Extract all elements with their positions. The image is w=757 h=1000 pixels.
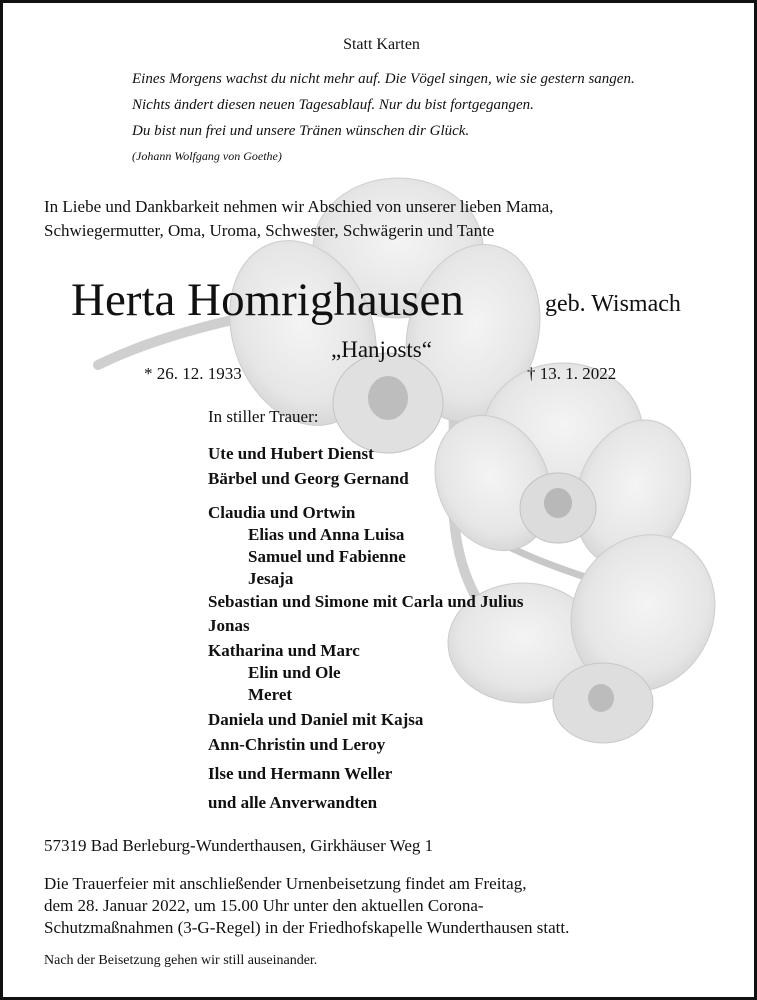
intro-line-2: Schwiegermutter, Oma, Uroma, Schwester, Schwägerin und Tante xyxy=(44,221,495,240)
poem-line-3: Du bist nun frei und unsere Tränen wünschen dir Glück. xyxy=(132,123,470,139)
family-member: Katharina und Marc xyxy=(208,641,360,660)
poem-line-1: Eines Morgens wachst du nicht mehr auf. Die Vögel singen, wie sie gestern sangen. xyxy=(132,71,635,87)
header-text: Statt Karten xyxy=(343,36,420,53)
family-member: Meret xyxy=(248,685,293,704)
closing-note: Nach der Beisetzung gehen wir still auseinander. xyxy=(44,953,318,968)
deceased-name: Herta Homrighausen xyxy=(71,274,464,326)
intro-line-1: In Liebe und Dankbarkeit nehmen wir Abschied von unserer lieben Mama, xyxy=(44,197,554,216)
family-member: Elin und Ole xyxy=(248,663,341,682)
birth-date: * 26. 12. 1933 xyxy=(144,364,242,383)
mourning-label: In stiller Trauer: xyxy=(208,407,319,426)
service-line-2: dem 28. Januar 2022, um 15.00 Uhr unter den aktuellen Corona- xyxy=(44,896,484,915)
family-member: Ilse und Hermann Weller xyxy=(208,764,393,783)
poem-line-2: Nichts ändert diesen neuen Tagesablauf. Nur du bist fortgegangen. xyxy=(132,97,534,113)
family-member: und alle Anverwandten xyxy=(208,793,378,812)
service-line-1: Die Trauerfeier mit anschließender Urnenbeisetzung findet am Freitag, xyxy=(44,874,527,893)
family-member: Sebastian und Simone mit Carla und Julius xyxy=(208,592,524,611)
family-member: Claudia und Ortwin xyxy=(208,503,356,522)
family-member: Samuel und Fabienne xyxy=(248,547,406,566)
family-member: Bärbel und Georg Gernand xyxy=(208,469,409,488)
service-line-3: Schutzmaßnahmen (3-G-Regel) in der Friedhofskapelle Wunderthausen statt. xyxy=(44,918,570,937)
poem-author: (Johann Wolfgang von Goethe) xyxy=(132,149,282,163)
address: 57319 Bad Berleburg-Wunderthausen, Girkhäuser Weg 1 xyxy=(44,836,434,855)
family-member: Ute und Hubert Dienst xyxy=(208,444,374,463)
family-member: Jesaja xyxy=(248,569,294,588)
birth-name: geb. Wismach xyxy=(545,291,681,317)
family-member: Elias und Anna Luisa xyxy=(248,525,405,544)
family-member: Daniela und Daniel mit Kajsa xyxy=(208,710,424,729)
family-member: Ann-Christin und Leroy xyxy=(208,735,386,754)
death-date: † 13. 1. 2022 xyxy=(527,364,617,383)
nickname: „Hanjosts“ xyxy=(331,337,432,362)
family-member: Jonas xyxy=(208,616,250,635)
